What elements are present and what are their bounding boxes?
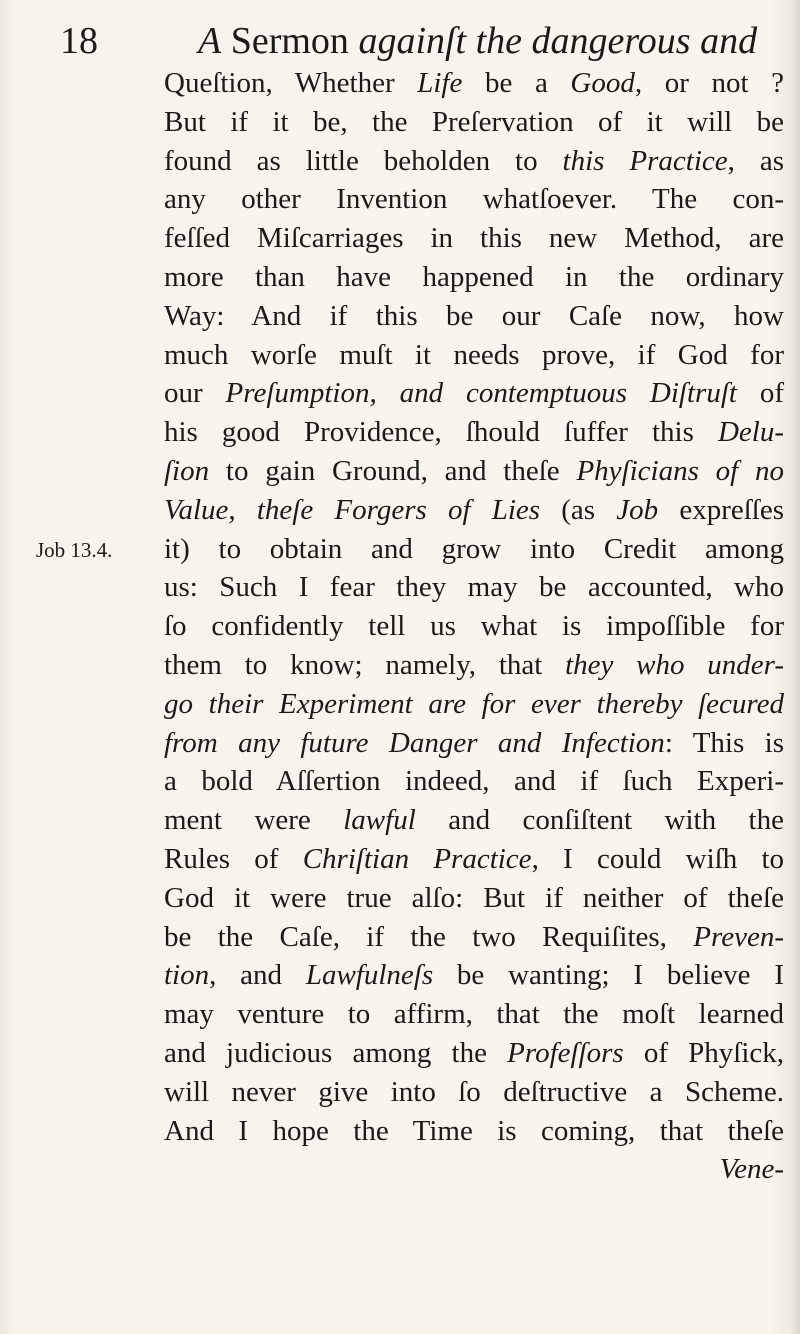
italic-text: ſion: [164, 454, 210, 487]
text-span: , I could wiſh to: [531, 842, 785, 875]
text-line: [164, 1034, 784, 1073]
text-span: ſo confidently tell us what is impoſſible for: [164, 610, 784, 643]
text-span: may venture to affirm, that the moſt learned: [164, 998, 784, 1031]
text-span: : This is: [664, 726, 784, 759]
text-line: [164, 491, 784, 530]
italic-text: lawful: [343, 804, 416, 837]
text-line: [164, 297, 784, 336]
running-title-rest: againſt the dangerous and: [358, 20, 758, 62]
text-line: [164, 685, 784, 724]
catchword-text: Vene-: [719, 1153, 784, 1186]
text-line: [164, 918, 784, 957]
marginal-citation: Job 13.4.: [36, 538, 113, 562]
text-span: ment were: [164, 804, 344, 837]
page-number: 18: [60, 20, 98, 62]
italic-text: Phyſicians of no: [576, 454, 784, 487]
text-span: and conſiſtent with the: [415, 804, 784, 837]
text-line: [164, 568, 784, 607]
italic-text: Life: [417, 67, 463, 99]
catchword: [164, 1150, 784, 1189]
italic-text: go their Experiment are for ever thereby ſecured: [164, 687, 784, 720]
sermon-body-text: [164, 64, 784, 1189]
text-span: Rules of: [164, 842, 303, 875]
text-line: [164, 646, 784, 685]
text-line: [164, 142, 784, 181]
italic-text: this Practice: [562, 144, 728, 177]
text-span: , and: [209, 959, 306, 992]
text-span: to gain Ground, and theſe: [209, 454, 577, 487]
italic-text: Profeſſors: [507, 1036, 624, 1069]
text-line: [164, 374, 784, 413]
text-span: Queſtion, Whether: [164, 67, 418, 99]
text-span: be wanting; I believe I: [433, 959, 784, 992]
text-span: expreſſes: [658, 493, 784, 526]
text-line: [164, 956, 784, 995]
text-line: [164, 995, 784, 1034]
text-span: more than have happened in the ordinary: [164, 260, 784, 293]
text-line: [164, 180, 784, 219]
italic-text: Delu-: [717, 416, 784, 449]
text-span: be the Caſe, if the two Requiſites,: [164, 920, 694, 953]
text-line: [164, 762, 784, 801]
page-header: [60, 14, 760, 68]
text-span: it) to obtain and grow into Credit among: [164, 532, 784, 565]
text-line: [164, 64, 784, 103]
text-span: And I hope the Time is coming, that theſe: [164, 1114, 784, 1147]
italic-text: Chriſtian Practice: [302, 842, 532, 875]
text-span: us: Such I fear they may be accounted, who: [164, 571, 784, 604]
text-span: will never give into ſo deſtructive a Scheme.: [164, 1075, 784, 1108]
italic-text: they who under-: [565, 648, 784, 681]
text-span: much worſe muſt it needs prove, if God for: [164, 338, 784, 371]
text-line: [164, 413, 784, 452]
text-span: them to know; namely, that: [164, 648, 566, 681]
text-line: [164, 219, 784, 258]
text-line: [164, 879, 784, 918]
italic-text: Lawfulneſs: [305, 959, 434, 992]
text-line: [164, 840, 784, 879]
italic-text: tion: [164, 959, 210, 992]
text-span: his good Providence, ſhould ſuffer this: [164, 416, 718, 449]
text-span: found as little beholden to: [164, 144, 563, 177]
running-title: [198, 14, 757, 68]
text-span: our: [164, 377, 226, 410]
text-line: [164, 258, 784, 297]
italic-text: Value, theſe Forgers of Lies: [164, 493, 541, 526]
page-edge: [788, 0, 800, 1334]
text-span: a bold Aſſertion indeed, and if ſuch Experi-: [164, 765, 784, 798]
italic-text: Job: [616, 493, 659, 526]
text-line: [164, 103, 784, 142]
text-span: be a: [462, 67, 571, 99]
text-span: God it were true alſo: But if neither of theſe: [164, 881, 784, 914]
text-span: any other Invention whatſoever. The con-: [164, 183, 784, 216]
text-span: feſſed Miſcarriages in this new Method, are: [164, 222, 784, 255]
italic-text: Preſumption, and contemptuous Diſtruſt: [225, 377, 737, 410]
text-span: of Phyſick,: [623, 1036, 784, 1069]
text-span: of: [736, 377, 784, 410]
running-title-sermon: Sermon: [230, 20, 349, 62]
text-span: and judicious among the: [164, 1036, 508, 1069]
text-span: Way: And if this be our Caſe now, how: [164, 299, 784, 332]
italic-text: Good: [570, 67, 635, 99]
text-line: [164, 801, 784, 840]
text-span: (as: [540, 493, 617, 526]
text-line: [164, 452, 784, 491]
italic-text: from any future Danger and Infection: [164, 726, 665, 759]
text-span: , or not ?: [634, 67, 785, 99]
italic-text: Preven-: [693, 920, 784, 953]
text-line: [164, 1073, 784, 1112]
running-title-a: A: [198, 20, 222, 62]
text-span: But if it be, the Preſervation of it will be: [164, 105, 784, 138]
text-line: [164, 607, 784, 646]
text-span: , as: [727, 144, 784, 177]
text-line: [164, 1112, 784, 1151]
text-line: [164, 336, 784, 375]
text-line: [164, 530, 784, 569]
text-line: [164, 724, 784, 763]
